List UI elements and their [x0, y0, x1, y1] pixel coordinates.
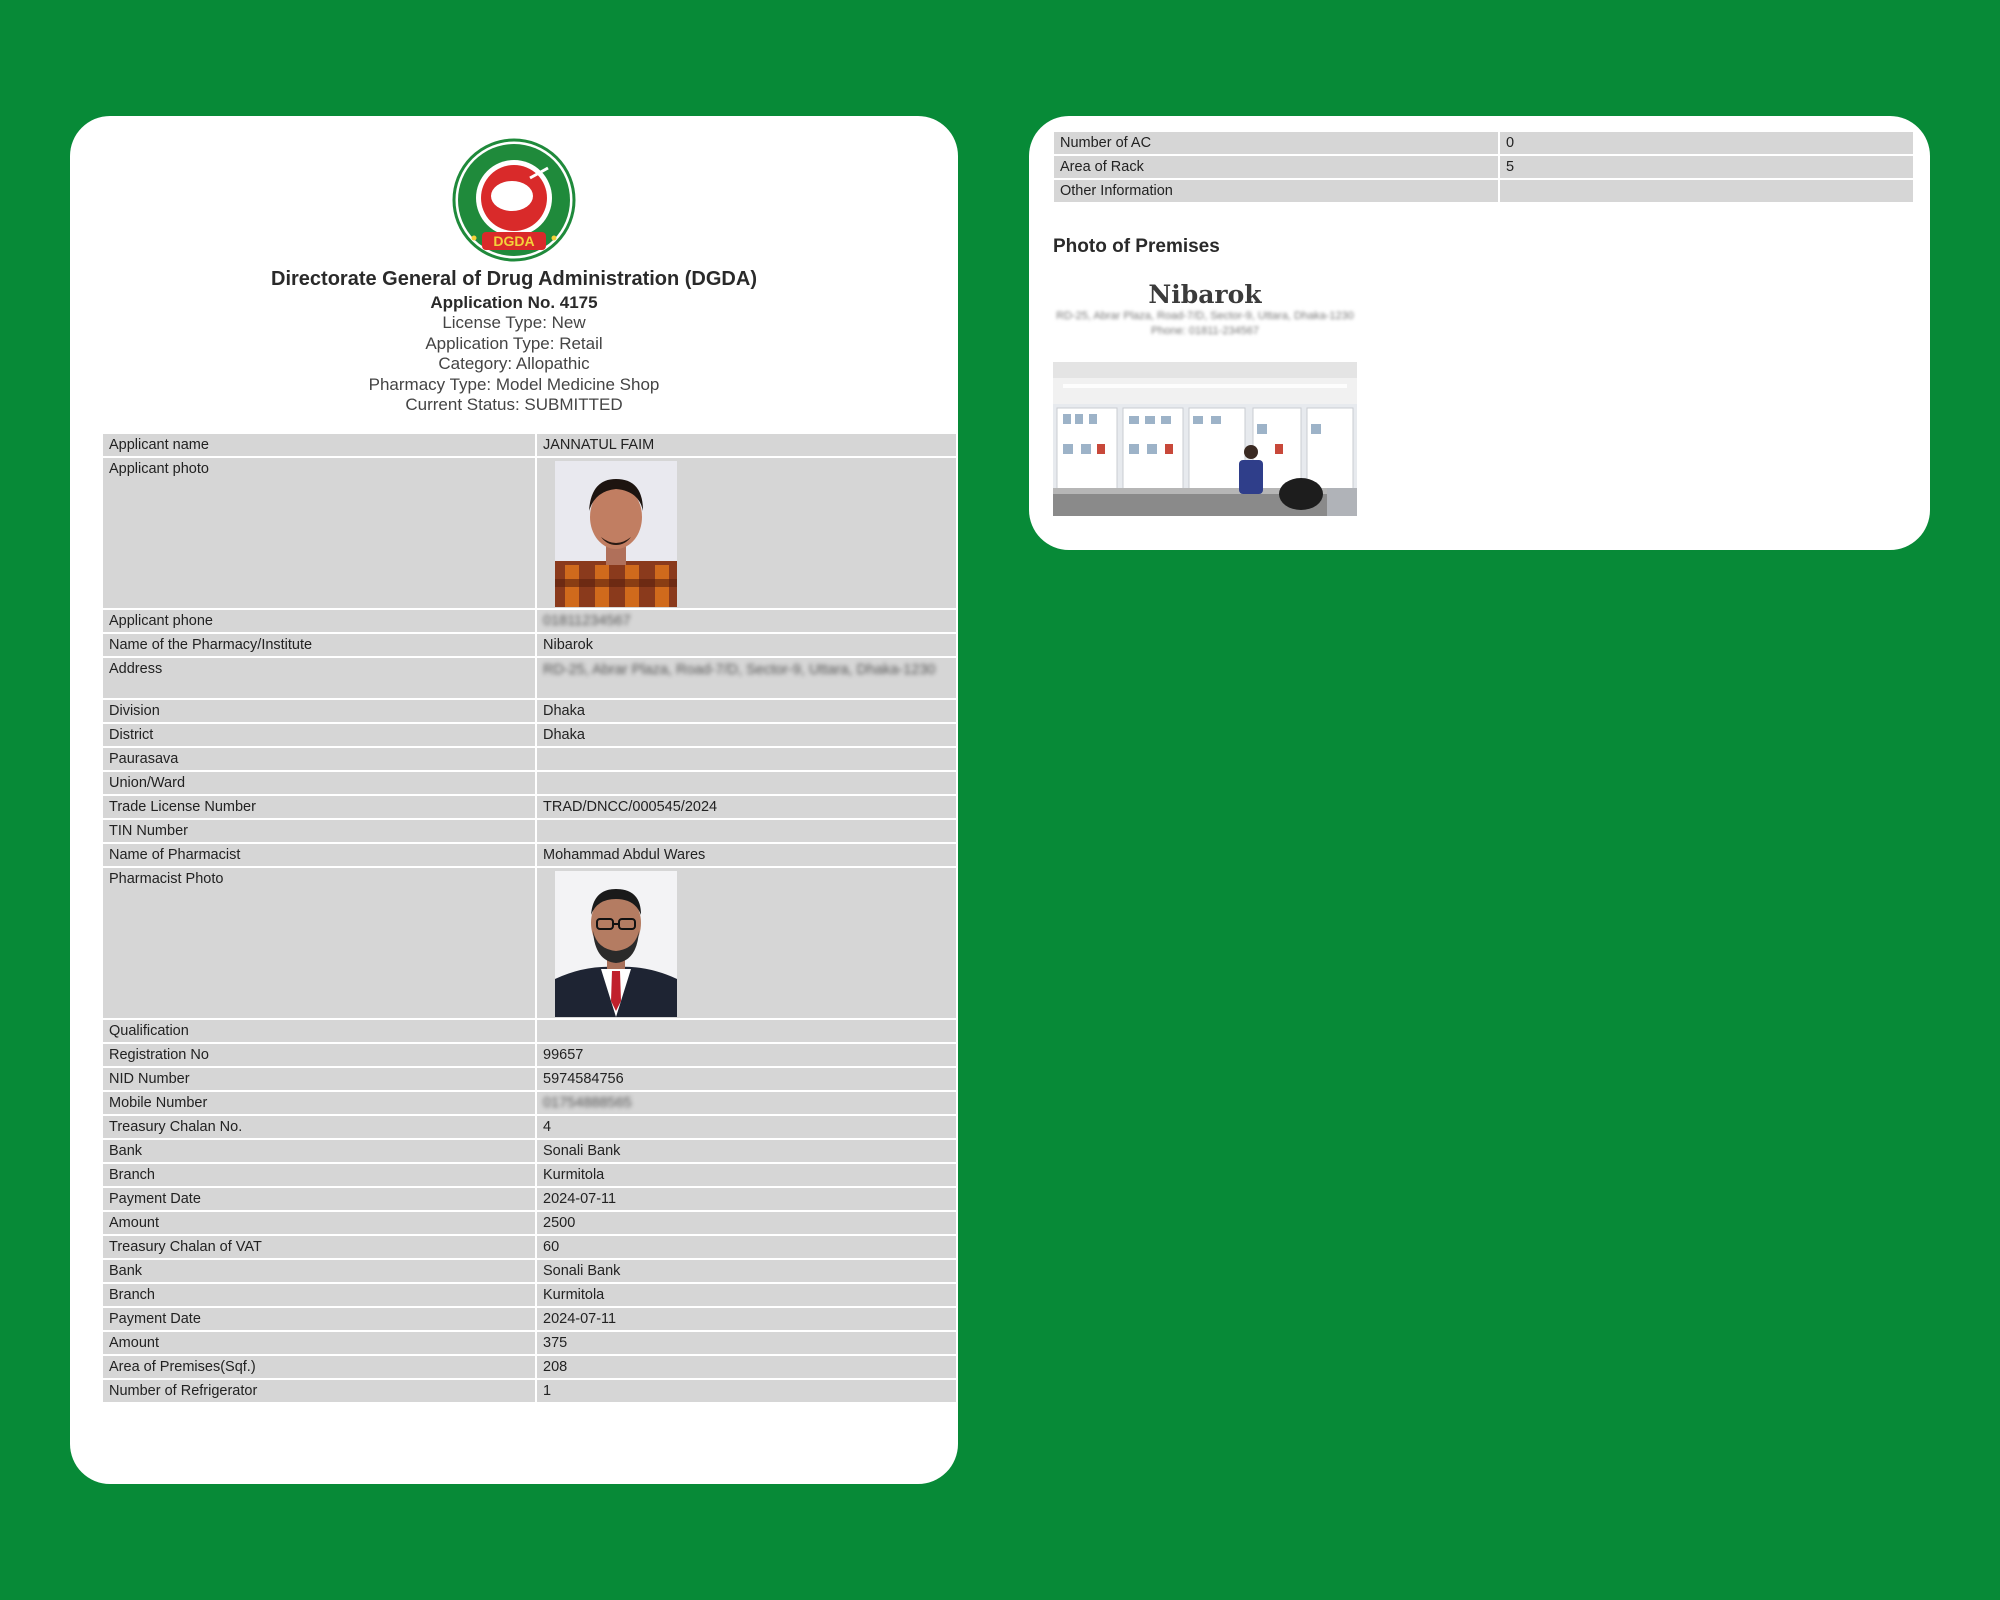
field-label: Treasury Chalan No. — [102, 1115, 536, 1139]
table-row — [102, 457, 957, 609]
field-value: Kurmitola — [536, 1163, 957, 1187]
field-value: Sonali Bank — [536, 1139, 957, 1163]
field-value: 5974584756 — [536, 1067, 957, 1091]
table-row — [102, 1139, 957, 1163]
field-label: Applicant phone — [102, 609, 536, 633]
table-row — [102, 1307, 957, 1331]
field-label: Number of Refrigerator — [102, 1379, 536, 1403]
field-value — [536, 771, 957, 795]
dgda-logo-icon — [452, 138, 576, 262]
table-row — [102, 1259, 957, 1283]
field-value: Mohammad Abdul Wares — [536, 843, 957, 867]
table-row — [102, 1067, 957, 1091]
pharmacy-signboard — [1053, 274, 1357, 362]
field-label: Pharmacist Photo — [102, 867, 536, 1019]
premises-photo — [1053, 274, 1357, 516]
field-value: Nibarok — [536, 633, 957, 657]
premises-card — [1029, 116, 1930, 550]
field-label: Number of AC — [1053, 131, 1499, 155]
table-row — [102, 1211, 957, 1235]
field-label: Branch — [102, 1283, 536, 1307]
field-label: Amount — [102, 1211, 536, 1235]
signboard-phone: Phone: 01811-234567 — [1150, 325, 1260, 337]
field-label: Area of Rack — [1053, 155, 1499, 179]
field-label: Union/Ward — [102, 771, 536, 795]
premises-details-table — [1052, 130, 1915, 204]
current-status: Current Status: SUBMITTED — [405, 395, 623, 414]
pharmacy-type: Pharmacy Type: Model Medicine Shop — [368, 374, 660, 394]
field-value: 99657 — [536, 1043, 957, 1067]
field-label: Amount — [102, 1331, 536, 1355]
field-label: Applicant photo — [102, 457, 536, 609]
field-value — [536, 657, 957, 699]
field-value: 4 — [536, 1115, 957, 1139]
field-value: 0 — [1499, 131, 1914, 155]
field-label: Bank — [102, 1259, 536, 1283]
table-row — [102, 1163, 957, 1187]
field-value: 2024-07-11 — [536, 1187, 957, 1211]
field-value — [536, 819, 957, 843]
table-row — [102, 1043, 957, 1067]
table-row — [1053, 179, 1914, 203]
table-row — [102, 1355, 957, 1379]
field-label: Mobile Number — [102, 1091, 536, 1115]
field-value — [1499, 179, 1914, 203]
field-value: TRAD/DNCC/000545/2024 — [536, 795, 957, 819]
field-label: Address — [102, 657, 536, 699]
field-value: 208 — [536, 1355, 957, 1379]
table-row — [102, 771, 957, 795]
field-label: Name of the Pharmacy/Institute — [102, 633, 536, 657]
table-row — [1053, 155, 1914, 179]
field-label: Trade License Number — [102, 795, 536, 819]
table-row — [102, 867, 957, 1019]
premises-photo-title: Photo of Premises — [1053, 236, 1220, 257]
field-label: Applicant name — [102, 433, 536, 457]
field-value — [536, 1019, 957, 1043]
address-redacted: RD-25, Abrar Plaza, Road-7/D, Sector-9, Uttara, Dhaka-1230 — [543, 662, 936, 678]
application-header — [70, 116, 958, 416]
field-label: TIN Number — [102, 819, 536, 843]
table-row — [102, 1379, 957, 1403]
field-value: 2500 — [536, 1211, 957, 1235]
applicant-phone-redacted: 01811234567 — [543, 613, 631, 629]
field-value: JANNATUL FAIM — [536, 433, 957, 457]
table-row — [102, 1187, 957, 1211]
field-label: Bank — [102, 1139, 536, 1163]
field-label: Branch — [102, 1163, 536, 1187]
signboard-name: Nibarok — [1148, 280, 1262, 309]
field-label: Qualification — [102, 1019, 536, 1043]
table-row — [102, 747, 957, 771]
field-value: Dhaka — [536, 699, 957, 723]
field-label: Other Information — [1053, 179, 1499, 203]
table-row — [102, 1115, 957, 1139]
field-value: Dhaka — [536, 723, 957, 747]
table-row — [102, 795, 957, 819]
field-value: 375 — [536, 1331, 957, 1355]
table-row — [102, 1091, 957, 1115]
field-label: Treasury Chalan of VAT — [102, 1235, 536, 1259]
application-card — [70, 116, 958, 1484]
svg-text:DGDA: DGDA — [493, 233, 535, 249]
pharmacist-photo-cell — [536, 867, 957, 1019]
application-type: Application Type: Retail — [425, 333, 603, 353]
license-type: License Type: New — [442, 313, 586, 332]
pharmacist-photo — [555, 871, 677, 1017]
table-row — [102, 819, 957, 843]
applicant-photo-cell — [536, 457, 957, 609]
table-row — [102, 843, 957, 867]
table-row — [102, 633, 957, 657]
field-label: Division — [102, 699, 536, 723]
table-row — [102, 609, 957, 633]
table-row — [102, 433, 957, 457]
table-row — [102, 1235, 957, 1259]
field-label: Paurasava — [102, 747, 536, 771]
table-row — [102, 657, 957, 699]
category: Category: Allopathic — [438, 354, 590, 373]
field-label: Registration No — [102, 1043, 536, 1067]
signboard-address: RD-25, Abrar Plaza, Road-7/D, Sector-9, Uttara, Dhaka-1230 — [1056, 310, 1354, 322]
field-value: Sonali Bank — [536, 1259, 957, 1283]
field-label: District — [102, 723, 536, 747]
table-row — [102, 1283, 957, 1307]
table-row — [1053, 131, 1914, 155]
field-label: Payment Date — [102, 1307, 536, 1331]
agency-title: Directorate General of Drug Administration (DGDA) — [271, 268, 757, 290]
table-row — [102, 723, 957, 747]
table-row — [102, 699, 957, 723]
field-value: Kurmitola — [536, 1283, 957, 1307]
applicant-photo — [555, 461, 677, 607]
field-value: 1 — [536, 1379, 957, 1403]
field-value — [536, 1091, 957, 1115]
table-row — [102, 1331, 957, 1355]
field-label: Name of Pharmacist — [102, 843, 536, 867]
application-details-table — [101, 432, 958, 1404]
application-number: Application No. 4175 — [430, 293, 598, 312]
field-label: Area of Premises(Sqf.) — [102, 1355, 536, 1379]
field-value — [536, 609, 957, 633]
table-row — [102, 1019, 957, 1043]
mobile-number-redacted: 01754888565 — [543, 1095, 632, 1111]
field-value — [536, 747, 957, 771]
field-value: 60 — [536, 1235, 957, 1259]
field-value: 5 — [1499, 155, 1914, 179]
field-label: NID Number — [102, 1067, 536, 1091]
field-label: Payment Date — [102, 1187, 536, 1211]
field-value: 2024-07-11 — [536, 1307, 957, 1331]
